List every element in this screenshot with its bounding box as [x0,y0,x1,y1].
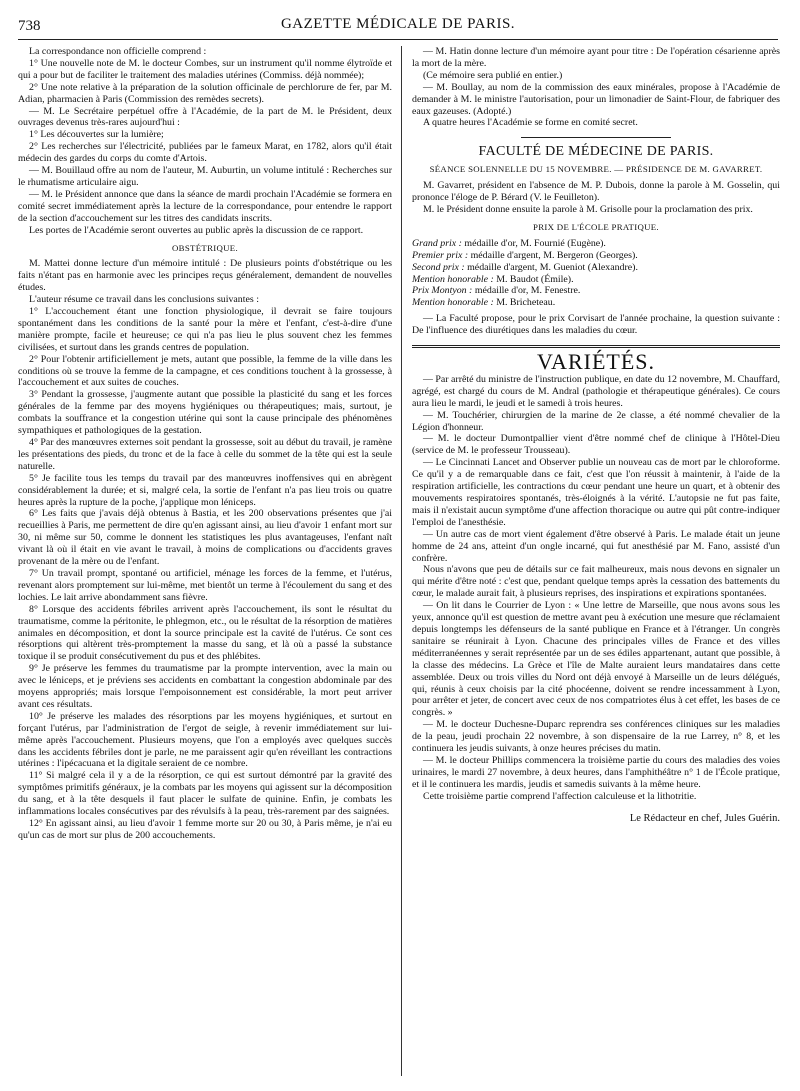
right-column [412,46,780,824]
paragraph: 3° Pendant la grossesse, j'augmente autant que possible la plasticité du sang et les forces générales de la femme par des moyens hygiéniques ou thérapeutiques; mais, surtout, je combats la souffrance et la congestion utérine qui sont la cause principale des phénomènes sympathiques et pathologiques de la gestation. [18,389,392,437]
paragraph: — M. Le Secrétaire perpétuel offre à l'Académie, de la part de M. le Président, deux ouvrages devenus très-rares aujourd'hui : [18,105,392,129]
column-divider [401,46,402,1076]
prize-item [412,285,780,297]
prize-item [412,262,780,274]
prize-label: Prix Montyon : [412,285,473,297]
journal-title: GAZETTE MÉDICALE DE PARIS. [280,16,516,32]
paragraph: L'auteur résume ce travail dans les conclusions suivantes : [29,294,259,306]
prize-text: médaille d'or, M. Fournié (Eugène). [464,237,606,249]
paragraph: 9° Je préserve les femmes du traumatisme par la prompte intervention, avec la main ou avec le léniceps, et je préviens ses accidents en combattant la congestion abdominale par des moyens appropriés; mais lorsque l'empoisonnement est considérable, la mort peut arriver avant ces résultats. [18,663,392,710]
header-rule [18,39,778,40]
paragraph: — La Faculté propose, pour le prix Corvisart de l'année prochaine, la question suivante : De l'influence des diurétiques dans les maladies du cœur. [412,313,780,337]
prize-label: Second prix : [412,261,465,273]
prize-text: médaille d'argent, M. Bergeron (Georges). [470,249,638,261]
paragraph: 7° Un travail prompt, spontané ou artificiel, ménage les forces de la femme, et l'utérus, revenant alors promptement sur lui-même, met bientôt un terme à l'écoulement du sang et des lochies. Le lait arrive abondamment sans fièvre. [18,567,392,603]
paragraph: 5° Je facilite tous les temps du travail par des manœuvres inoffensives qui en abrègent considérablement la durée; et si, malgré cela, la sortie de l'enfant n'a pas lieu trois ou quatre heures après la rupture de la poche, j'applique mon léniceps. [18,472,392,508]
prix-heading: PRIX DE L'ÉCOLE PRATIQUE. [533,221,659,232]
paragraph: 10° Je préserve les malades des résorptions par les moyens hygiéniques, et surtout en forçant l'utérus, par l'administration de l'ergot de seigle, à revenir immédiatement sur lui-même après l'accouchement. Plusieurs moyens, que l'on a employés avec quelques succès dans les accidents fébriles dont je parle, ne me paraissent agir qu'en réveillant les contractions utérines : l'ipécacuana et la digitale seraient de ce nombre. [18,710,392,770]
paragraph: — M. le docteur Dumontpallier vient d'être nommé chef de clinique à l'Hôtel-Dieu (service de M. le professeur Trousseau). [412,433,780,457]
prize-label: Grand prix : [412,237,462,249]
prize-item [412,238,780,250]
paragraph: 2° Les recherches sur l'électricité, publiées par le fameux Marat, en 1782, alors qu'il était médecin des gardes du corps du comte d'Artois. [18,141,392,165]
faculty-heading: FACULTÉ DE MÉDECINE DE PARIS. [478,144,714,160]
paragraph: — Le Cincinnati Lancet and Observer publie un nouveau cas de mort par le chloroforme. Ce qu'il y a de remarquable dans ce fait, c'est que l'on réussit à maintenir, à l'aide de la respiration artificielle, les contractions du cœur pendant une heure un quart, et à obtenir des mouvements respiratoires spontanés, très-éloignés à la vérité. L'autopsie ne fut pas faite, mais il n'existait aucun symptôme d'une affection thoracique ou autre qui pût contre-indiquer l'emploi de l'anesthésie. [412,457,780,528]
paragraph: Les portes de l'Académie seront ouvertes au public après la discussion de ce rapport. [29,224,364,236]
paragraph: 12° En agissant ainsi, au lieu d'avoir 1 femme morte sur 20 ou 30, à Paris même, je n'ai eu qu'un cas de mort sur plus de 200 accouchements. [18,818,392,841]
prize-text: M. Bricheteau. [496,297,556,309]
prize-text: médaille d'argent, M. Gueniot (Alexandre). [467,261,638,273]
paragraph: M. le Président donne ensuite la parole à M. Grisolle pour la proclamation des prix. [423,203,753,215]
section-rule [521,137,671,138]
prize-label: Mention honorable : [412,273,494,285]
paragraph: 1° Une nouvelle note de M. le docteur Combes, sur un instrument qu'il nomme élytroïde et qui a pour but de faciliter le traitement des maladies utérines (Commiss. déjà nommée); [18,57,392,81]
paragraph: 2° Une note relative à la préparation de la solution officinale de perchlorure de fer, par M. Adian, pharmacien à Paris (Commission des remèdes secrets). [18,81,392,105]
section-heading-obstetrique: OBSTÉTRIQUE. [172,242,238,253]
paragraph: M. Gavarret, président en l'absence de M. P. Dubois, donne la parole à M. Gosselin, qui prononce l'éloge de P. Bérard (V. le Feuilleton). [412,180,780,204]
paragraph: La correspondance non officielle comprend : [29,46,207,57]
prize-text: M. Baudot (Émile). [496,273,574,285]
paragraph: — M. Bouillaud offre au nom de l'auteur, M. Auburtin, un volume intitulé : Recherches sur le rhumatisme articulaire aigu. [18,165,392,188]
section-rule-double [412,345,780,348]
paragraph: M. Mattei donne lecture d'un mémoire intitulé : De plusieurs points d'obstétrique ou les faits n'étant pas en harmonie avec les principes reçus généralement, demandent de nouvelles études. [18,258,392,294]
paragraph: — M. le docteur Phillips commencera la troisième partie du cours des maladies des voies urinaires, le mardi 27 novembre, à deux heures, dans l'amphithéâtre n° 1 de l'École pratique, et il le continuera les mardis, jeudis et samedis suivants à la même heure. [412,754,780,790]
paragraph: — Un autre cas de mort vient également d'être observé à Paris. Le malade était un jeune homme de 24 ans, atteint d'un ongle incarné, qui fut anesthésié par M. Fano, assisté d'un confrère. [412,528,780,564]
prize-item [412,274,780,286]
paragraph: 1° L'accouchement étant une fonction physiologique, il devrait se faire toujours spontanément dans les conditions de la santé pour la mère et l'enfant, c'est-à-dire d'une manière prompte, facile et heureuse; ce qui n'a pas lieu le plus souvent chez les femmes civilisées, et surtout dans les grands centres de population. [18,306,392,353]
paragraph: — M. le docteur Duchesne-Duparc reprendra ses conférences cliniques sur les maladies de la peau, jeudi prochain 22 novembre, à son dispensaire de la rue Larrey, n° 8, et les continuera les jeudis suivants, à onze heures précises du matin. [412,719,780,755]
prize-list [412,238,780,309]
paragraph: — M. le Président annonce que dans la séance de mardi prochain l'Académie se formera en comité secret immédiatement après la lecture de la correspondance, pour entendre le rapport de la section d'accouchement sur les titres des candidats inscrits. [18,188,392,224]
seance-line: SÉANCE SOLENNELLE DU 15 NOVEMBRE. — PRÉSIDENCE DE M. GAVARRET. [429,164,763,175]
paragraph: — M. Boullay, au nom de la commission des eaux minérales, propose à l'Académie de demander à M. le ministre l'autorisation, pour un limonadier de Saint-Flour, de fabriquer des eaux gazeuses. (Adopté.) [412,81,780,117]
paragraph: — M. Hatin donne lecture d'un mémoire ayant pour titre : De l'opération césarienne après la mort de la mère. [412,46,780,69]
left-column [18,46,392,842]
varietes-heading: VARIÉTÉS. [537,349,655,375]
paragraph: — M. Touchérier, chirurgien de la marine de 2e classe, a été nommé chevalier de la Légion d'honneur. [412,409,780,433]
paragraph: 11° Si malgré cela il y a de la résorption, ce qui est surtout démontré par la gravité des symptômes primitifs généraux, je la combats par les moyens qui agissent sur la décomposition du sang, et à la tête desquels il faut placer le sulfate de quinine. Enfin, je combats les inflammations locales consécutives par des révulsifs à la peau, très-rarement par des saignées. [18,770,392,818]
paragraph: Nous n'avons que peu de détails sur ce fait malheureux, mais nous devons en signaler un qui mérite d'être noté : c'est que, pendant quelque temps après la cessation des battements du cœur, le malade aurait fait, à plusieurs reprises, des inspirations et expirations spontanées. [412,564,780,600]
prize-text: médaille d'or, M. Fenestre. [474,285,581,297]
paragraph: (Ce mémoire sera publié en entier.) [423,69,563,81]
paragraph: — Par arrêté du ministre de l'instruction publique, en date du 12 novembre, M. Chauffard, agrégé, est chargé du cours de M. Andral (pathologie et thérapeutique générales). Ce cours aura lieu le mardi, le jeudi et le samedi à trois heures. [412,373,780,409]
prize-label: Premier prix : [412,249,469,261]
page-number: 738 [18,18,41,34]
paragraph: — On lit dans le Courrier de Lyon : « Une lettre de Marseille, que nous avons sous les yeux, annonce qu'il est question de mettre avant peu à exécution une mesure que réclamaient depuis longtemps les défenseurs de la santé publique en France et à l'étranger. Un congrès sanitaire se réunirait à Lyon. Chacune des principales villes de France et des villes méditerranéennes y serait représentée par un de ses édiles appartenant, autant que possible, à la classe des médecins. La Grèce et l'île de Malte auraient leurs mandataires dans cette assemblée. Deux ou trois villes du Nord ont déjà envoyé à Marseille un de leurs délégués, qui, réunis à ceux choisis par la cité phocéenne, doivent se rendre incessamment à Lyon, pour arrêter et jeter, de concert avec ceux de nos compatriotes élus à cet effet, les bases de ce congrès. » [412,600,780,719]
prize-item [412,250,780,262]
paragraph: A quatre heures l'Académie se forme en comité secret. [423,117,638,129]
editor-signature: Le Rédacteur en chef, Jules Guérin. [629,812,780,824]
prize-item [412,297,780,309]
paragraph: 6° Les faits que j'avais déjà obtenus à Bastia, et les 200 observations présentes que j'ai recueillies à Paris, me permettent de dire qu'en agissant ainsi, au lieu d'avoir 1 enfant mort sur 30, ni même sur 50, comme le donnent les statistiques les plus avantageuses, l'enfant naît vivant là où il était en vie avant le travail, à moins de complications ou d'accidents graves provenant de la mère ou de l'enfant. [18,508,392,568]
page-header [18,16,778,38]
paragraph: 1° Les découvertes sur la lumière; [29,129,164,141]
paragraph: 8° Lorsque des accidents fébriles arrivent après l'accouchement, ils sont le résultat du traumatisme, comme la péritonite, le phlegmon, etc., ou le résultat de la résorption de matières animales en décomposition, et dont la source principale est la cavité de l'utérus. Ce sont ces résorptions qui altèrent très-promptement la masse du sang, et là où a passé la substance toxique il se produit consécutivement du pus et des phlébites. [18,603,392,663]
paragraph: 2° Pour l'obtenir artificiellement je mets, autant que possible, la femme de la ville dans les conditions où se trouve la femme de la campagne, et ces conditions touchent à la grossesse, à l'accouchement et aux suites de couches. [18,353,392,389]
paragraph: 4° Par des manœuvres externes soit pendant la grossesse, soit au début du travail, je ramène les présentations des pieds, du tronc et de la face à celle du sommet de la tête qui est la seule naturelle. [18,437,392,472]
prize-label: Mention honorable : [412,297,494,309]
paragraph: Cette troisième partie comprend l'affection calculeuse et la lithotritie. [423,790,697,802]
